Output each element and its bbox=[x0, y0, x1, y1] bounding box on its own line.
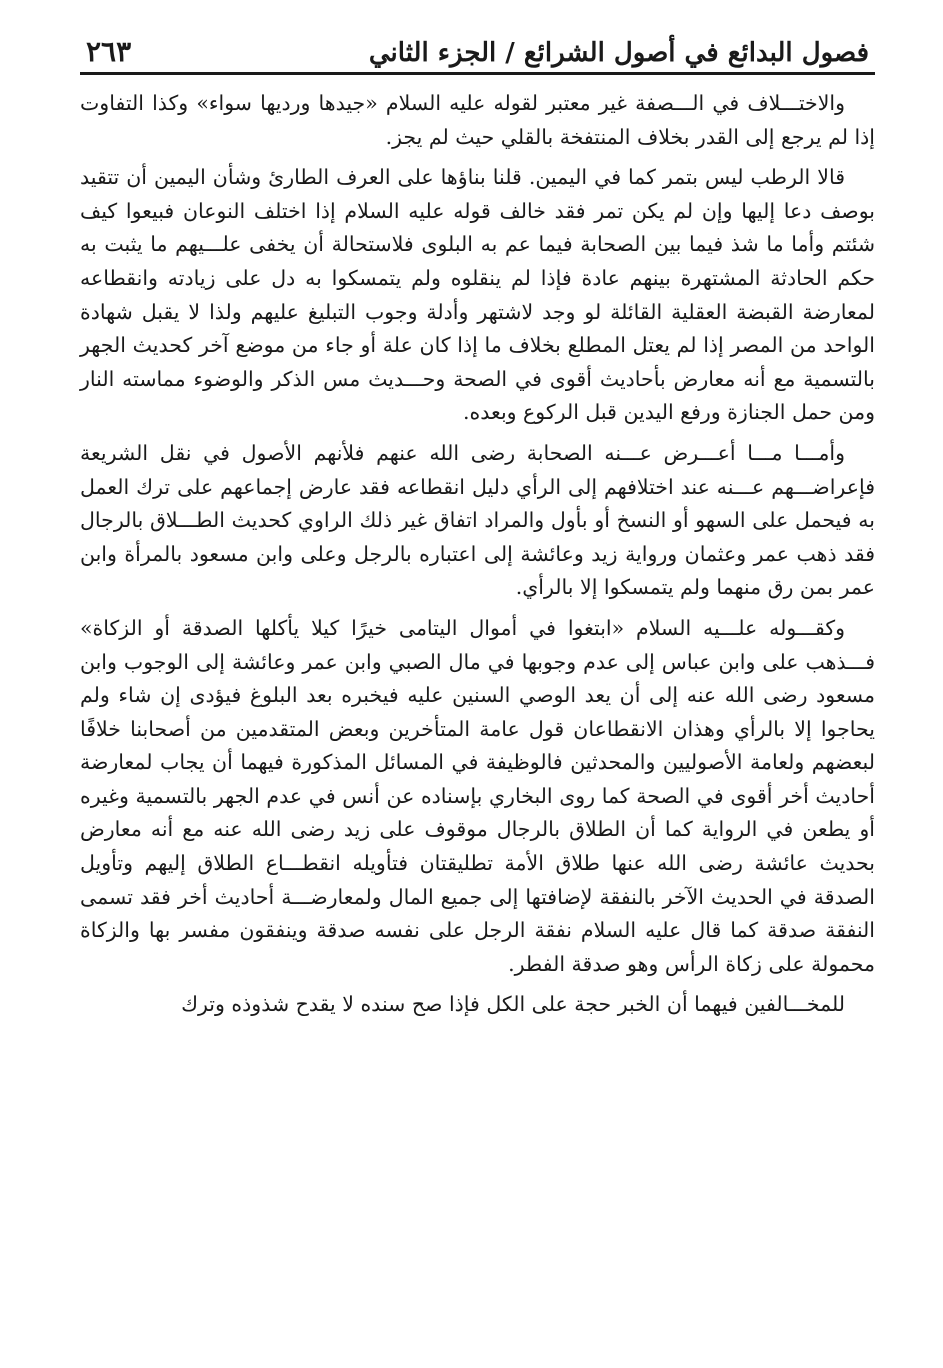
paragraph-1: والاختـــلاف في الـــصفة غير معتبر لقوله عليه السلام «جيدها ورديها سواء» وكذا التفاوت إذا لم يرجع إلى القدر بخلاف المنتفخة بالقلي حيث لم يجز. bbox=[80, 91, 875, 149]
paragraph-3: وأمـــا مـــا أعـــرض عـــنه الصحابة رضى الله عنهم فلأنهم الأصول في نقل الشريعة فإعراضـــهم عـــنه عند اختلافهم إلى الرأي دليل انقطاعه فقد عارض إجماعهم على ترك العمل به فيحمل على السهو أو النسخ أو بأول والمراد اتفاق غير ذلك الراوي كحديث الطـــلاق بالرجال فقد ذهب عمر وعثمان ورواية زيد وعائشة إلى اعتباره بالرجل وعلى وابن مسعود بالمرأة وابن عمر بمن رق منهما ولم يتمسكوا إلا بالرأي. bbox=[80, 440, 875, 600]
paragraph-5: للمخـــالفين فيهما أن الخبر حجة على الكل فإذا صح سنده لا يقدح شذوذه وترك bbox=[181, 992, 845, 1017]
running-header bbox=[80, 18, 875, 75]
paragraph-4: وكقـــوله علـــيه السلام «ابتغوا في أموال اليتامى خيرًا كيلا يأكلها الصدقة أو الزكاة» فـــذهب على وابن عباس إلى عدم وجوبها في مال الصبي وابن عمر وعائشة إلى الوجوب وابن مسعود رضى الله عنه إلى أن يعد الوصي السنين عليه فيخبره بعد البلوغ فيؤدى إن شاء ولم يحاجوا إلا بالرأي وهذان الانقطاعان قول عامة المتأخرين وبعض المتقدمين من أصحابنا خلافًا لبعضهم ولعامة الأصوليين والمحدثين فالوظيفة في المسائل المذكورة فيهما أن يجاب لمعارضة أحاديث أخر أقوى في الصحة كما روى البخاري بإسناده عن أنس في عدم الجهر بالتسمية وغيره أو يطعن في الرواية كما أن الطلاق بالرجال موقوف على زيد رضى الله عنه مع أنه معارض بحديث عائشة رضى الله عنها طلاق الأمة تطليقتان فتأويله انقطـــاع الطلاق إليهم وتأويل الصدقة في الحديث الآخر بالنفقة لإضافتها إلى جميع المال ولمعارضـــة أحاديث أخر فقد تسمى النفقة صدقة كما قال عليه السلام نفقة الرجل على نفسه صدقة وينفقون مفسر بها والزكاة محمولة على زكاة الرأس وهو صدقة الفطر. bbox=[80, 615, 875, 976]
page-number: ٢٦٣ bbox=[86, 35, 132, 68]
body-text bbox=[80, 87, 875, 1022]
book-page bbox=[80, 18, 875, 1029]
paragraph-2: قالا الرطب ليس بتمر كما في اليمين. قلنا بناؤها على العرف الطارئ وشأن اليمين أن تتقيد بوصف دعا إليها وإن لم يكن تمر فقد خالف قوله عليه السلام إذا اختلف النوعان فبيعوا كيف شئتم وأما ما شذ فيما بين الصحابة فيما عم به البلوى فلاستحالة أن يخفى علـــيهم ما يثبت به حكم الحادثة المشتهرة بينهم عادة فإذا لم ينقلوه ولم يتمسكوا به دل على زيادته وانقطاعه لمعارضة القبضة العقلية القائلة لو وجد لاشتهر وأدلة وجوب التبليغ عليهم ولذا لا يقبل شهادة الواحد من المصر إذا لم يعتل المطلع بخلاف ما إذا كان علة أو جاء من موضع آخر كحديث الجهر بالتسمية مع أنه معارض بأحاديث أقوى في الصحة وحـــديث مس الذكر والوضوء مماسته النار ومن حمل الجنازة ورفع اليدين قبل الركوع وبعده. bbox=[80, 165, 875, 425]
header-title: فصول البدائع في أصول الشرائع / الجزء الثاني bbox=[368, 38, 869, 68]
